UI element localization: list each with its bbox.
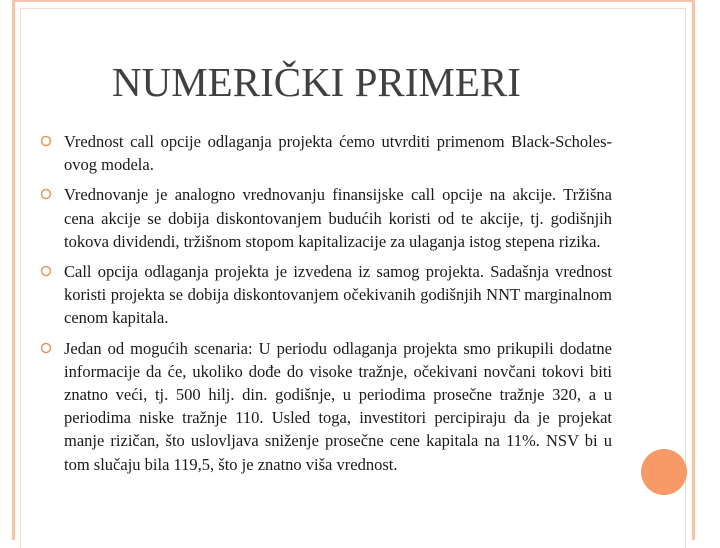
circle-bullet-icon: [40, 342, 52, 354]
slide-title: NUMERIČKI PRIMERI: [112, 59, 521, 105]
bullet-text: Vrednovanje je analogno vrednovanju finansijske call opcije na akcije. Tržišna cena akcije se dobija diskontovanjem budućih koristi od te akcije, tj. godišnjih tokova dividendi, tržišnom stopom kapitalizacije za ulaganja istog stepena rizika.: [64, 185, 612, 251]
circle-bullet-icon: [40, 265, 52, 277]
frame-left-border: [12, 0, 15, 540]
circle-bullet-icon: [40, 135, 52, 147]
decorative-circle: [641, 449, 687, 495]
bullet-item: [40, 260, 612, 330]
frame-top-border: [12, 0, 695, 2]
bullet-text: Call opcija odlaganja projekta je izvedena iz samog projekta. Sadašnja vrednost koristi projekta se dobija diskontovanjem očekivanih godišnjih NNT marginalnom cenom kapitala.: [64, 262, 612, 328]
bullet-text: Vrednost call opcije odlaganja projekta ćemo utvrditi primenom Black-Scholes-ovog modela.: [64, 132, 612, 175]
bullet-list: [40, 130, 612, 483]
bullet-item: [40, 183, 612, 253]
circle-bullet-icon: [40, 188, 52, 200]
bullet-item: [40, 130, 612, 176]
bullet-text: Jedan od mogućih scenaria: U periodu odlaganja projekta smo prikupili dodatne informacije da će, ukoliko dođe do visoke tražnje, očekivani novčani tokovi biti znatno veći, tj. 500 hilj. din. godišnje, u periodima prosečne tražnje 320, a u periodima niske tražnje 110. Usled toga, investitori percipiraju da je projekat manje rizičan, što uslovljava sniženje prosečne cene kapitala na 11%. NSV bi u tom slučaju bila 119,5, što je znatno viša vrednost.: [64, 338, 612, 474]
bullet-item: [40, 337, 612, 476]
frame-right-border: [692, 0, 695, 540]
